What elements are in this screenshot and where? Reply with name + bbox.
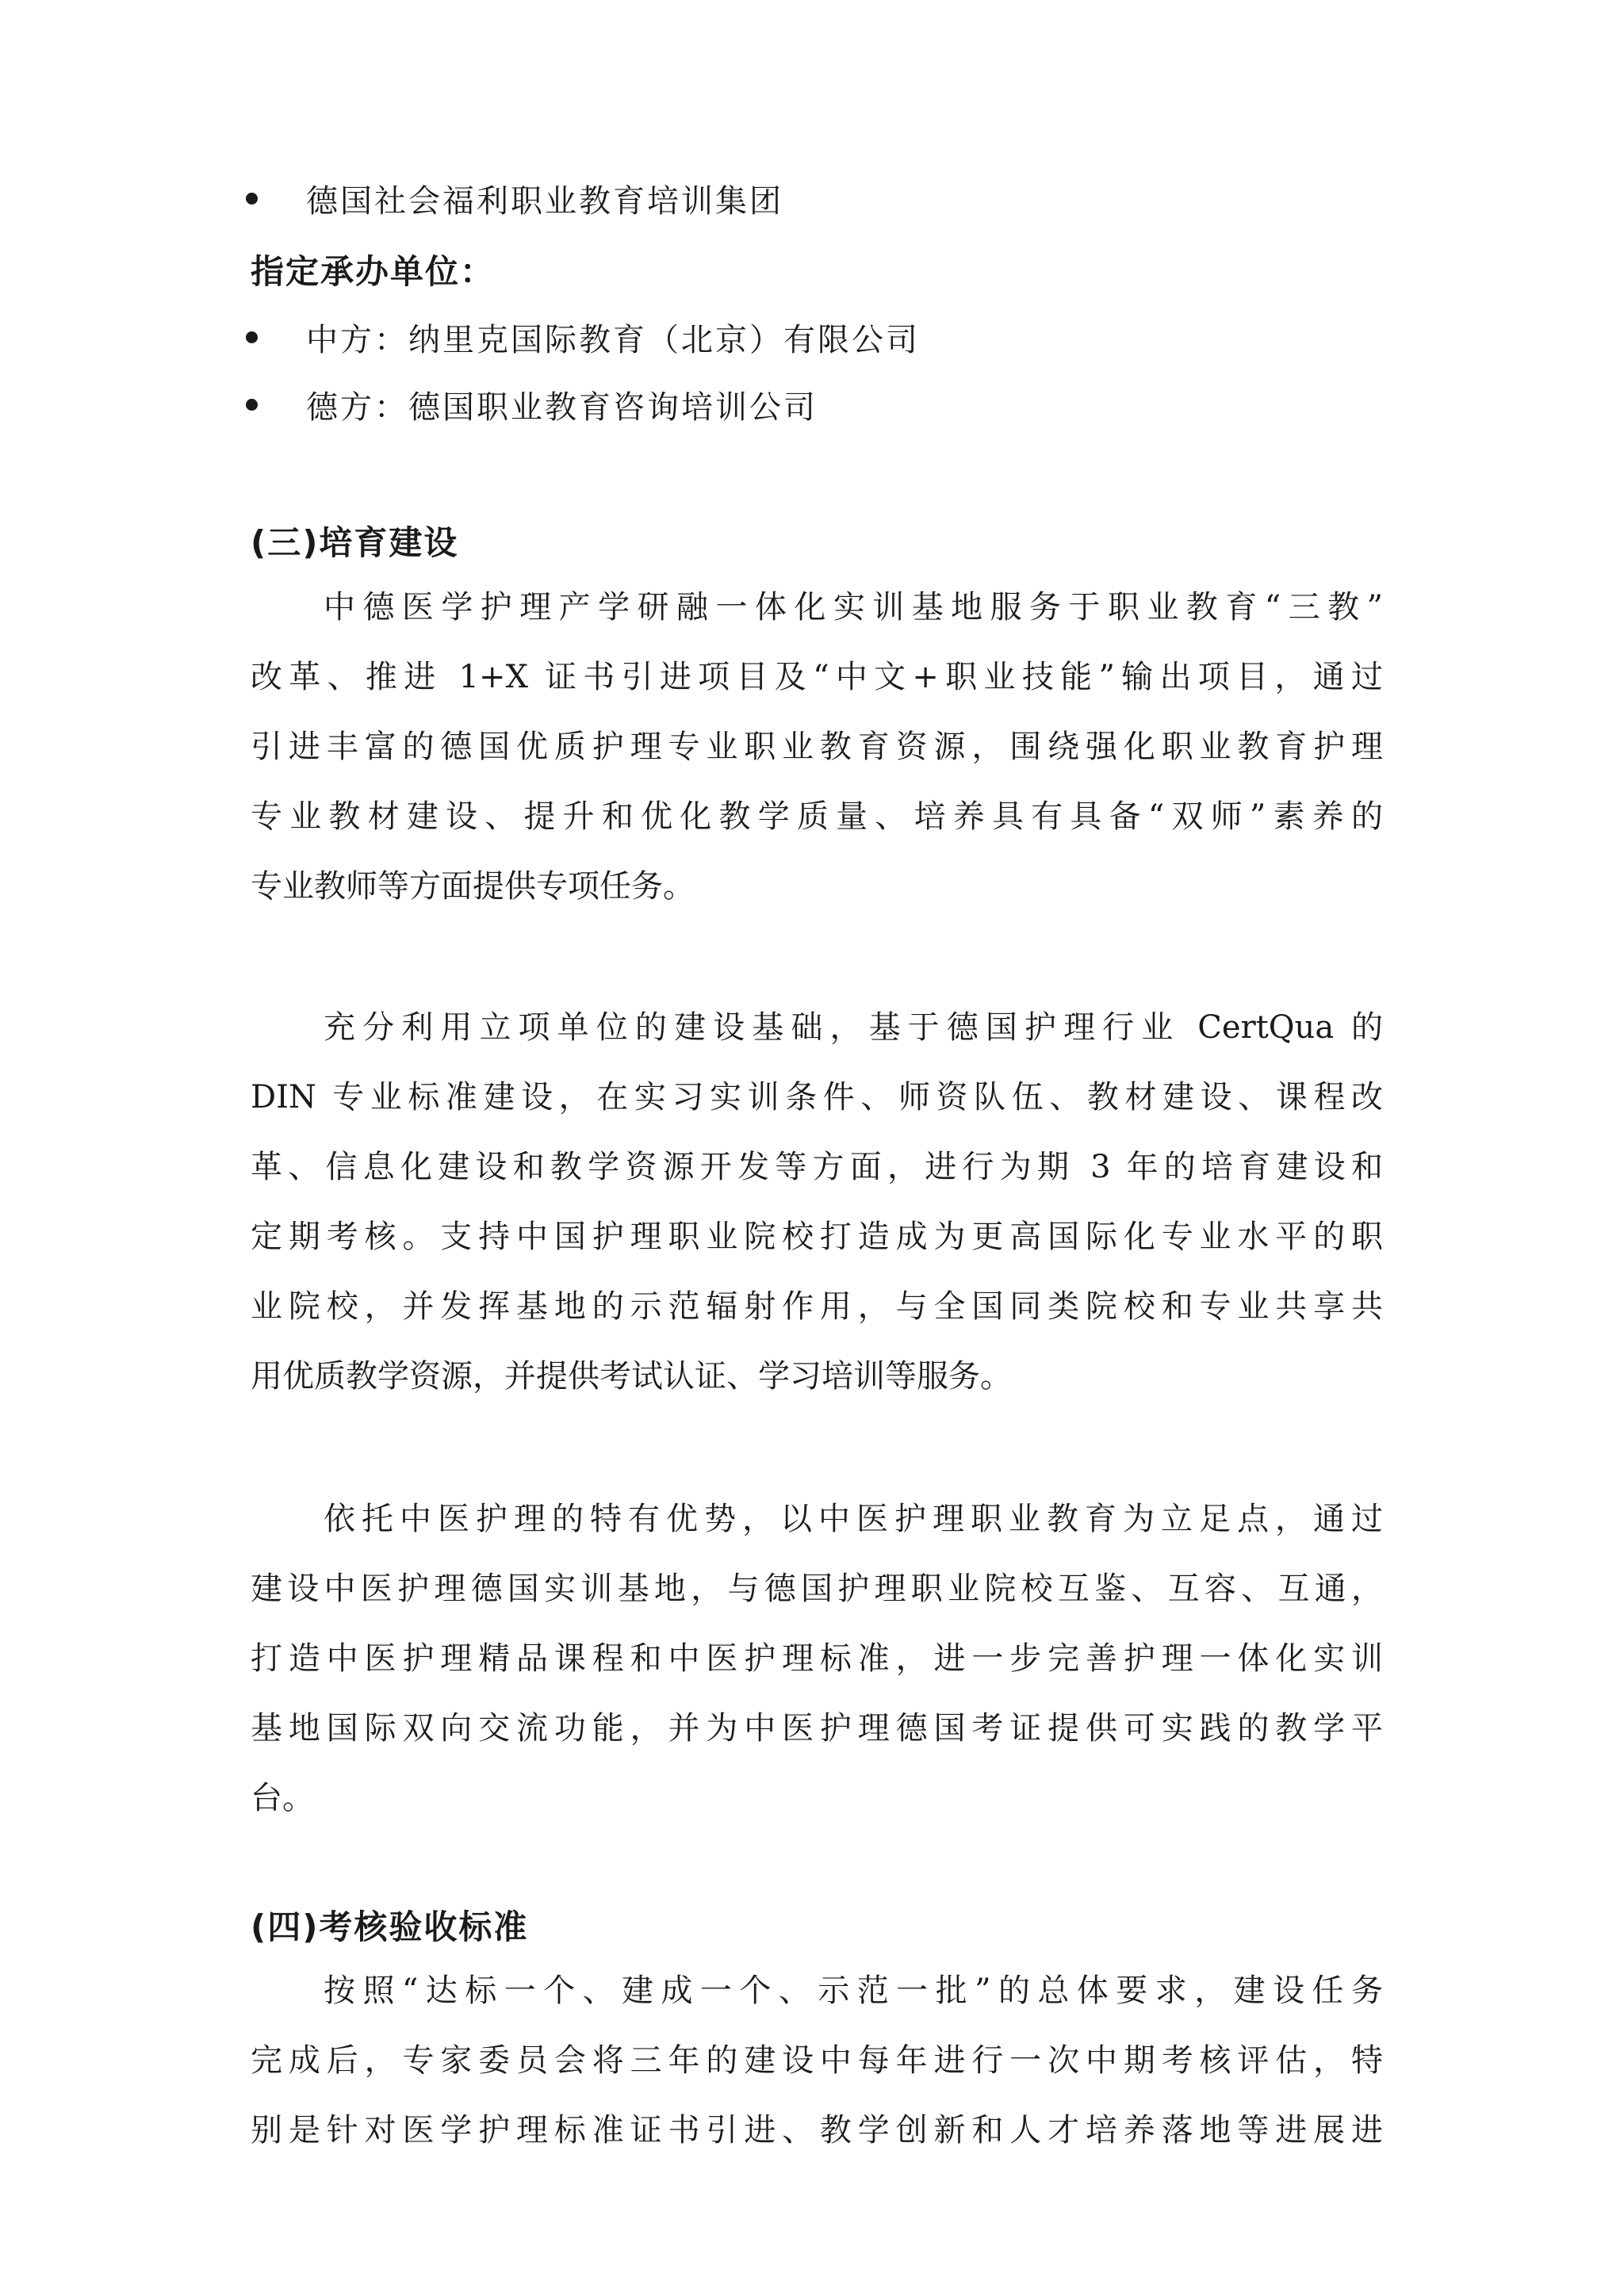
text-line: 别是针对医学护理标准证书引进、教学创新和人才培养落地等进展进 <box>251 2112 1383 2149</box>
text-line: 专业教材建设、提升和优化教学质量、培养具有具备“双师”素养的 <box>251 798 1383 835</box>
text-line: 建设中医护理德国实训基地，与德国护理职业院校互鉴、互容、互通， <box>251 1571 1383 1607</box>
organizer-heading: 指定承办单位： <box>251 252 496 291</box>
bullet-icon <box>246 193 258 205</box>
paragraph <box>251 572 1383 921</box>
list-item-text: 德方：德国职业教育咨询培训公司 <box>306 388 818 426</box>
text-line: 定期考核。支持中国护理职业院校打造成为更高国际化专业水平的职 <box>251 1219 1383 1255</box>
text-line: 改革、推进 1+X 证书引进项目及“中文+职业技能”输出项目，通过 <box>251 659 1383 695</box>
text-line: DIN 专业标准建设，在实习实训条件、师资队伍、教材建设、课程改 <box>251 1079 1383 1115</box>
list-item <box>246 381 818 428</box>
text-line: 台。 <box>251 1780 314 1816</box>
section-heading: (四)考核验收标准 <box>251 1908 529 1946</box>
list-item <box>246 313 920 361</box>
text-line: 革、信息化建设和教学资源开发等方面，进行为期 3 年的培育建设和 <box>251 1149 1383 1185</box>
text-line: 打造中医护理精品课程和中医护理标准，进一步完善护理一体化实训 <box>251 1640 1383 1677</box>
text-line: 充分利用立项单位的建设基础，基于德国护理行业 CertQua 的 <box>324 1009 1383 1046</box>
text-line: 依托中医护理的特有优势，以中医护理职业教育为立足点，通过 <box>324 1501 1383 1537</box>
section-heading: (三)培育建设 <box>251 523 459 562</box>
paragraph <box>251 1956 1383 2165</box>
text-line: 专业教师等方面提供专项任务。 <box>251 868 695 905</box>
text-line: 按照“达标一个、建成一个、示范一批”的总体要求，建设任务 <box>324 1973 1383 2009</box>
paragraph <box>251 993 1383 1411</box>
list-item-text: 德国社会福利职业教育培训集团 <box>306 182 783 220</box>
bullet-icon <box>246 331 258 343</box>
text-line: 中德医学护理产学研融一体化实训基地服务于职业教育“三教” <box>324 589 1383 626</box>
bullet-icon <box>246 399 258 411</box>
text-line: 基地国际双向交流功能，并为中医护理德国考证提供可实践的教学平 <box>251 1710 1383 1747</box>
text-line: 用优质教学资源，并提供考试认证、学习培训等服务。 <box>251 1358 1012 1395</box>
list-item <box>246 174 783 222</box>
text-line: 完成后，专家委员会将三年的建设中每年进行一次中期考核评估，特 <box>251 2042 1383 2079</box>
paragraph <box>251 1484 1383 1833</box>
text-line: 引进丰富的德国优质护理专业职业教育资源，围绕强化职业教育护理 <box>251 729 1383 765</box>
list-item-text: 中方：纳里克国际教育（北京）有限公司 <box>306 321 920 358</box>
text-line: 业院校，并发挥基地的示范辐射作用，与全国同类院校和专业共享共 <box>251 1288 1383 1325</box>
